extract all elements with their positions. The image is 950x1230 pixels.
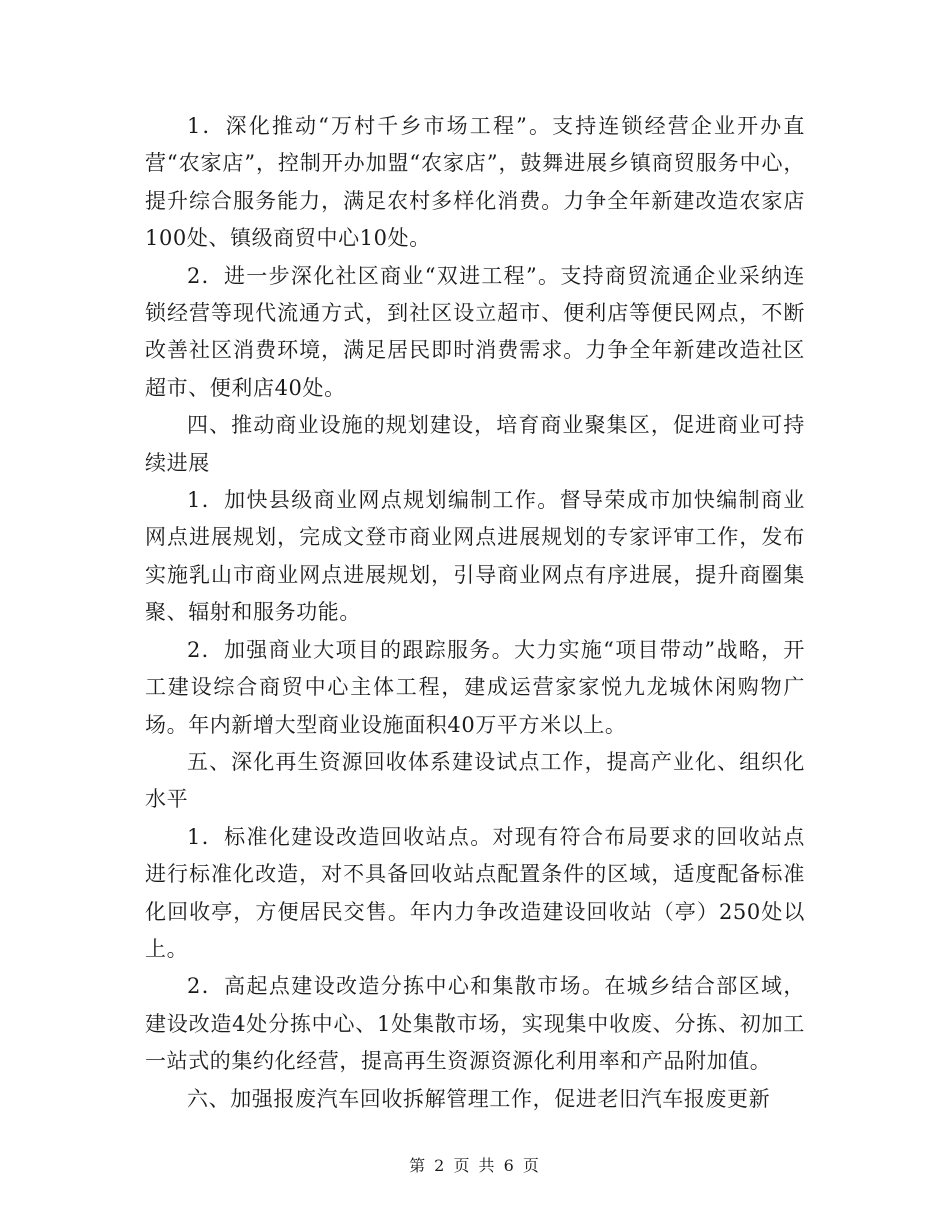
paragraph-6: 2．高起点建设改造分拣中心和集散市场。在城乡结合部区域，建设改造4处分拣中心、1处集散市场，实现集中收废、分拣、初加工一站式的集约化经营，提高再生资源资源化利用率和产品附加值。 bbox=[145, 974, 805, 1074]
paragraph-5: 1．标准化建设改造回收站点。对现有符合布局要求的回收站点进行标准化改造，对不具备回收站点配置条件的区域，适度配备标准化回收亭，方便居民交售。年内力争改造建设回收站（亭）250处以上。 bbox=[145, 824, 805, 961]
paragraph-3: 1．加快县级商业网点规划编制工作。督导荣成市加快编制商业网点进展规划，完成文登市商业网点进展规划的专家评审工作，发布实施乳山市商业网点进展规划，引导商业网点有序进展，提升商圈集聚、辐射和服务功能。 bbox=[145, 488, 805, 625]
section-heading-6: 六、加强报废汽车回收拆解管理工作，促进老旧汽车报废更新 bbox=[187, 1086, 771, 1111]
paragraph-4: 2．加强商业大项目的跟踪服务。大力实施“项目带动”战略，开工建设综合商贸中心主体工程，建成运营家家悦九龙城休闲购物广场。年内新增大型商业设施面积40万平方米以上。 bbox=[145, 637, 805, 737]
paragraph-2: 2．进一步深化社区商业“双进工程”。支持商贸流通企业采纳连锁经营等现代流通方式，到社区设立超市、便利店等便民网点，不断改善社区消费环境，满足居民即时消费需求。力争全年新建改造社区超市、便利店40处。 bbox=[145, 263, 805, 400]
paragraph-1: 1．深化推动“万村千乡市场工程”。支持连锁经营企业开办直营“农家店”，控制开办加盟“农家店”，鼓舞进展乡镇商贸服务中心，提升综合服务能力，满足农村多样化消费。力争全年新建改造农家店100处、镇级商贸中心10处。 bbox=[145, 114, 805, 251]
section-heading-5: 五、深化再生资源回收体系建设试点工作，提高产业化、组织化水平 bbox=[145, 749, 805, 812]
page-number-footer: 第 2 页 共 6 页 bbox=[409, 1156, 541, 1175]
section-heading-4: 四、推动商业设施的规划建设，培育商业聚集区，促进商业可持续进展 bbox=[145, 413, 805, 475]
document-body bbox=[145, 108, 805, 1118]
